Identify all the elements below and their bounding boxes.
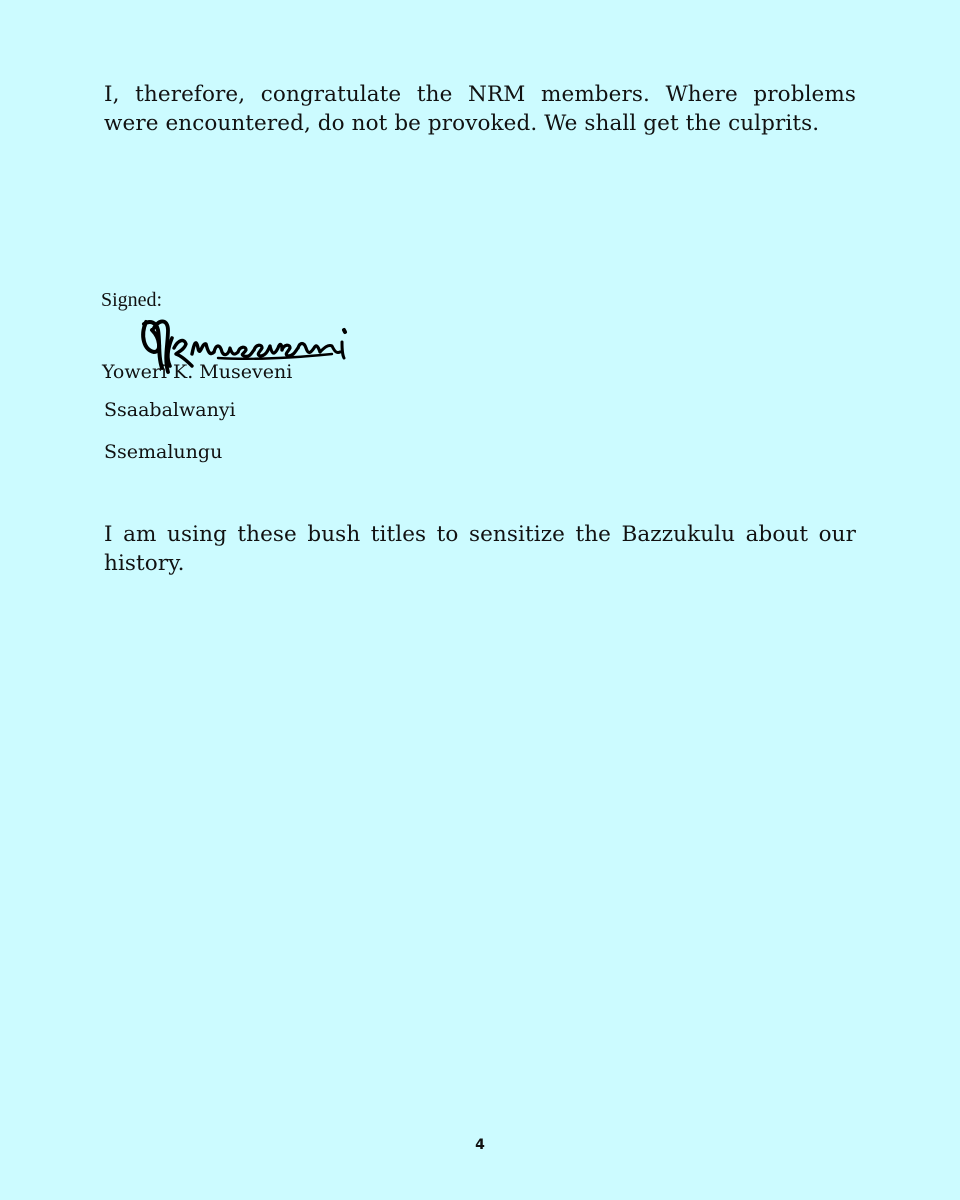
- handwritten-signature: [132, 308, 358, 386]
- signed-label: Signed:: [101, 289, 163, 311]
- signatory-title-ssemalungu: Ssemalungu: [104, 441, 223, 463]
- page-number: 4: [475, 1137, 485, 1153]
- body-paragraph-bush-titles: I am using these bush titles to sensitize the Bazzukulu about our history.: [104, 522, 856, 576]
- signatory-title-ssaabalwanyi: Ssaabalwanyi: [104, 399, 236, 421]
- signatory-name: Yoweri K. Museveni: [102, 361, 293, 383]
- body-paragraph-congratulation: I, therefore, congratulate the NRM members. Where problems were encountered, do not be provoked. We shall get the culprits.: [104, 82, 856, 136]
